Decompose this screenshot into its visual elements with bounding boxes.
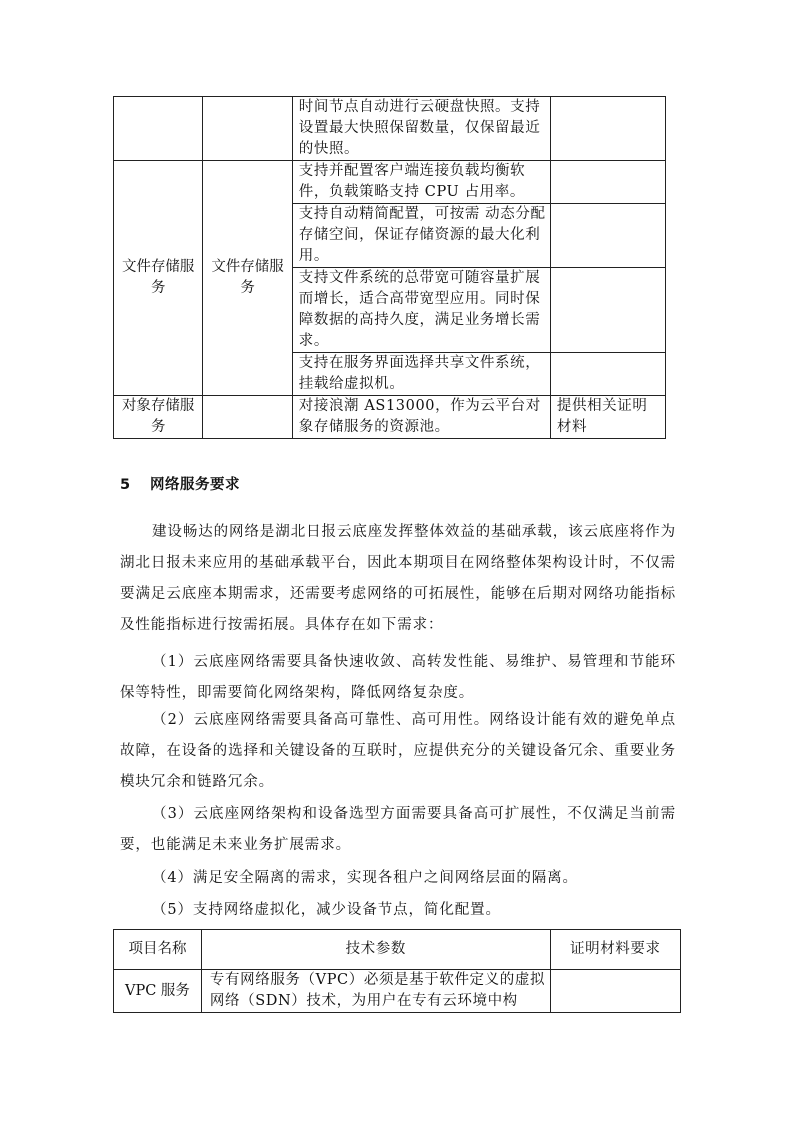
table-cell: 文件存储服务 xyxy=(114,161,203,396)
table-cell: 提供相关证明材料 xyxy=(550,396,665,439)
table-cell: 支持文件系统的总带宽可随容量扩展而增长，适合高带宽型应用。同时保障数据的高持久度，满足业务增长需求。 xyxy=(292,268,550,353)
table-cell xyxy=(114,97,203,161)
table-cell xyxy=(550,204,665,268)
column-header: 项目名称 xyxy=(114,930,202,970)
table-cell xyxy=(550,353,665,396)
section-heading xyxy=(120,473,240,494)
body-paragraph: （1）云底座网络需要具备快速收敛、高转发性能、易维护、易管理和节能环保等特性，即需要简化网络架构，降低网络复杂度。 xyxy=(120,654,676,701)
table-cell xyxy=(203,97,292,161)
network-requirements-table xyxy=(113,929,681,1013)
body-paragraph: （4）满足安全隔离的需求，实现各租户之间网络层面的隔离。 xyxy=(152,870,578,886)
table-cell: VPC 服务 xyxy=(114,970,202,1013)
table-cell xyxy=(550,97,665,161)
table-cell: 对接浪潮 AS13000，作为云平台对象存储服务的资源池。 xyxy=(292,396,550,439)
table-row xyxy=(114,396,666,439)
table-cell: 支持并配置客户端连接负载均衡软件，负载策略支持 CPU 占用率。 xyxy=(292,161,550,204)
table-cell: 文件存储服务 xyxy=(203,161,292,396)
body-paragraph: （2）云底座网络需要具备高可靠性、高可用性。网络设计能有效的避免单点故障，在设备的选择和关键设备的互联时，应提供充分的关键设备冗余、重要业务模块冗余和链路冗余。 xyxy=(120,712,676,790)
table-row xyxy=(114,970,681,1013)
table-row xyxy=(114,97,666,161)
storage-requirements-table xyxy=(113,96,666,439)
body-paragraph: （5）支持网络虚拟化，减少设备节点，简化配置。 xyxy=(152,902,501,918)
body-paragraph: 建设畅达的网络是湖北日报云底座发挥整体效益的基础承载，该云底座将作为湖北日报未来应用的基础承载平台，因此本期项目在网络整体架构设计时，不仅需要满足云底座本期需求，还需要考虑网络的可拓展性，能够在后期对网络功能指标及性能指标进行按需拓展。具体存在如下需求： xyxy=(120,524,676,633)
table-cell: 对象存储服务 xyxy=(114,396,203,439)
table-row xyxy=(114,161,666,204)
table-cell: 时间节点自动进行云硬盘快照。支持设置最大快照保留数量，仅保留最近的快照。 xyxy=(292,97,550,161)
table-cell: 专有网络服务（VPC）必须是基于软件定义的虚拟网络（SDN）技术，为用户在专有云环境中构 xyxy=(201,970,550,1013)
table-cell xyxy=(203,396,292,439)
table-header-row xyxy=(114,930,681,970)
column-header: 证明材料要求 xyxy=(550,930,680,970)
section-number: 5 xyxy=(120,477,131,493)
section-title: 网络服务要求 xyxy=(150,477,240,493)
table-cell: 支持自动精简配置，可按需 动态分配存储空间，保证存储资源的最大化利用。 xyxy=(292,204,550,268)
column-header: 技术参数 xyxy=(201,930,550,970)
table-cell xyxy=(550,161,665,204)
table-cell: 支持在服务界面选择共享文件系统，挂载给虚拟机。 xyxy=(292,353,550,396)
table-cell xyxy=(550,268,665,353)
table-cell xyxy=(550,970,680,1013)
body-paragraph: （3）云底座网络架构和设备选型方面需要具备高可扩展性，不仅满足当前需要，也能满足未来业务扩展需求。 xyxy=(120,806,676,853)
